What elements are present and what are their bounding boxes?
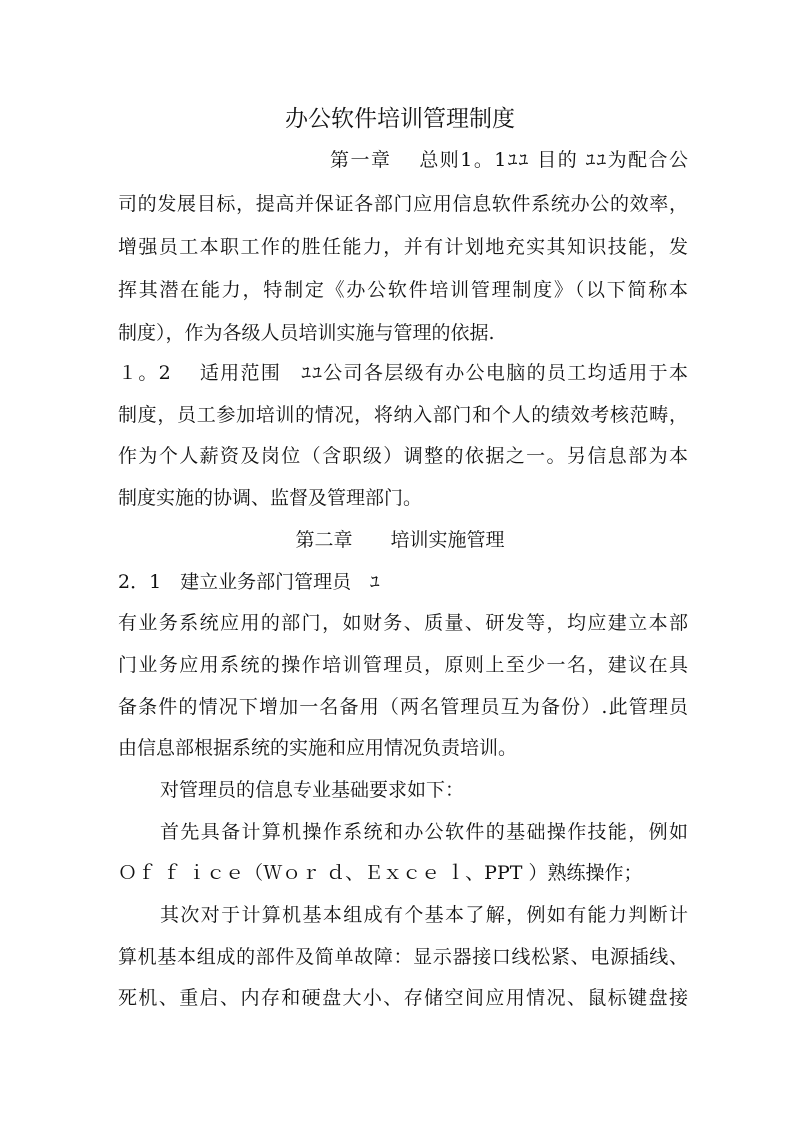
paragraph-line: 增强员工本职工作的胜任能力，并有计划地充实其知识技能，发 [118,236,688,258]
document-title: 办公软件培训管理制度 [285,106,515,132]
chapter1-heading-line: 第一章 总则1。1ﾕﾕ 目的 ﾕﾕ为配合公 [330,149,688,171]
paragraph-line: 其次对于计算机基本组成有个基本了解，例如有能力判断计 [160,904,688,926]
paragraph-line: 制度，员工参加培训的情况，将纳入部门和个人的绩效考核范畴， [118,404,688,426]
chapter2-heading: 第二章 培训实施管理 [295,529,505,551]
paragraph-line: 作为个人薪资及岗位（含职级）调整的依据之一。另信息部为本 [118,445,688,467]
paragraph-line: 司的发展目标，提高并保证各部门应用信息软件系统办公的效率， [118,193,688,215]
paragraph-line: 对管理员的信息专业基础要求如下： [160,779,465,801]
paragraph-line: 门业务应用系统的操作培训管理员，原则上至少一名，建议在具 [118,654,688,676]
paragraph-line: 挥其潜在能力，特制定《办公软件培训管理制度》（以下简称本 [118,279,688,301]
paragraph-line: 由信息部根据系统的实施和应用情况负责培训。 [118,737,518,759]
paragraph-line: 制度实施的协调、监督及管理部门。 [118,487,423,509]
paragraph-line: 死机、重启、内存和硬盘大小、存储空间应用情况、鼠标键盘接 [118,987,688,1009]
paragraph-line: Ｏｆ ｆ ｉｃｅ（Ｗｏｒ ｄ、Ｅｘｃｅ ｌ、PPT ）熟练操作； [118,862,643,884]
paragraph-line: 算机基本组成的部件及简单故障：显示器接口线松紧、电源插线、 [118,946,688,968]
paragraph-line: 有业务系统应用的部门，如财务、质量、研发等，均应建立本部 [118,612,688,634]
paragraph-line: 首先具备计算机操作系统和办公软件的基础操作技能，例如 [160,821,688,843]
section-2-1-heading: 2．1 建立业务部门管理员 ﾕ [118,571,380,593]
paragraph-line: 制度），作为各级人员培训实施与管理的依据. [118,322,495,344]
paragraph-line: 备条件的情况下增加一名备用（两名管理员互为备份）.此管理员 [118,696,688,718]
section-1-2-line: １。2 适用范围 ﾕﾕ公司各层级有办公电脑的员工均适用于本 [118,362,688,384]
